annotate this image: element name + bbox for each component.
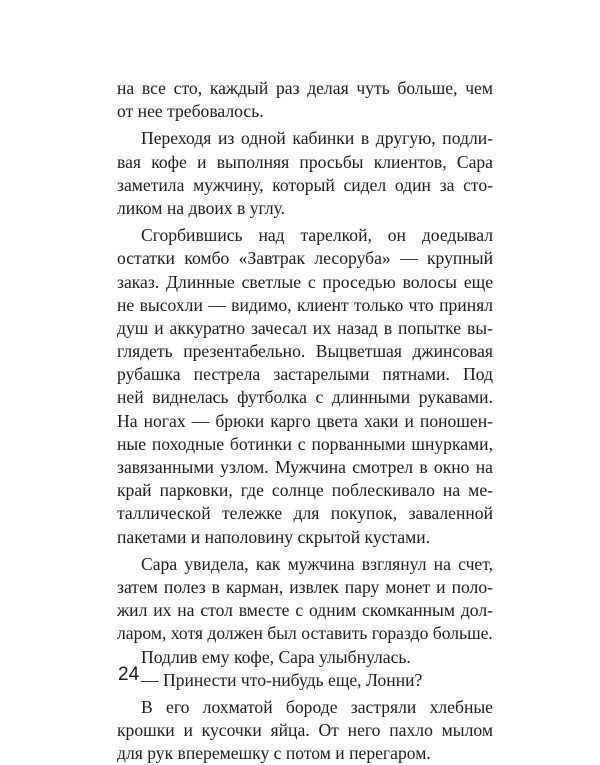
text-line: для рук вперемешку с потом и перегаром. [117,743,431,764]
paragraph [117,77,493,123]
text-line: душ и аккуратно зачесал их назад в попытке вы- [117,317,493,338]
text-line: затем полез в карман, извлек пару монет и поло- [117,576,493,597]
text-line: на все сто, каждый раз делая чуть больше, чем [117,78,493,98]
text-line: В его лохматой бороде застряли хлебные [141,696,493,717]
text-line: ликом на двоих в углу. [117,197,286,218]
text-line: ные походные ботинки с порванными шнурками, [117,433,493,454]
paragraph [117,224,493,549]
text-line: жил их на стол вместе с одним скомканным дол- [117,600,493,621]
text-line: — Принести что-нибудь еще, Лонни? [141,669,423,690]
paragraph [117,553,493,646]
text-line: завязанными узлом. Мужчина смотрел в окно на [117,457,493,477]
text-line: На ногах — брюки карго цвета хаки и поношен- [117,410,493,431]
text-line: таллической тележке для покупок, заваленной [117,503,493,524]
text-line: вая кофе и выполняя просьбы клиентов, Сара [117,151,493,172]
paragraph [117,696,493,765]
text-line: заметила мужчину, который сидел один за сто- [117,174,493,195]
text-line: ларом, хотя должен был оставить гораздо больше. [117,623,493,644]
text-line: глядеть презентабельно. Выцветшая джинсовая [117,341,493,362]
text-line: пакетами и наполовину скрытой кустами. [117,526,431,547]
text-line: ней виднелась футболка с длинными рукавами. [117,387,493,408]
paragraph [117,669,493,692]
text-line: не высохли — видимо, клиент только что принял [117,294,493,315]
paragraph [117,646,493,669]
page-number: 24 [118,664,140,685]
text-line: заказ. Длинные светлые с проседью волосы еще [117,271,493,292]
text-line: Подлив ему кофе, Сара улыбнулась. [141,646,411,667]
text-line: остатки комбо «Завтрак лесоруба» — крупный [117,248,493,269]
text-line: крошки и кусочки яйца. От него пахло мылом [117,720,493,741]
text-line: рубашка пестрела застарелыми пятнами. Под [117,364,493,385]
text-line: край парковки, где солнце поблескивало на ме- [117,480,493,501]
body-text [117,77,493,765]
text-line: от нее требовалось. [117,101,264,122]
paragraph [117,127,493,220]
text-line: Сгорбившись над тарелкой, он доедывал [141,225,493,246]
text-line: Переходя из одной кабинки в другую, подли- [141,128,493,149]
text-line: Сара увидела, как мужчина взглянул на счет, [141,553,493,574]
